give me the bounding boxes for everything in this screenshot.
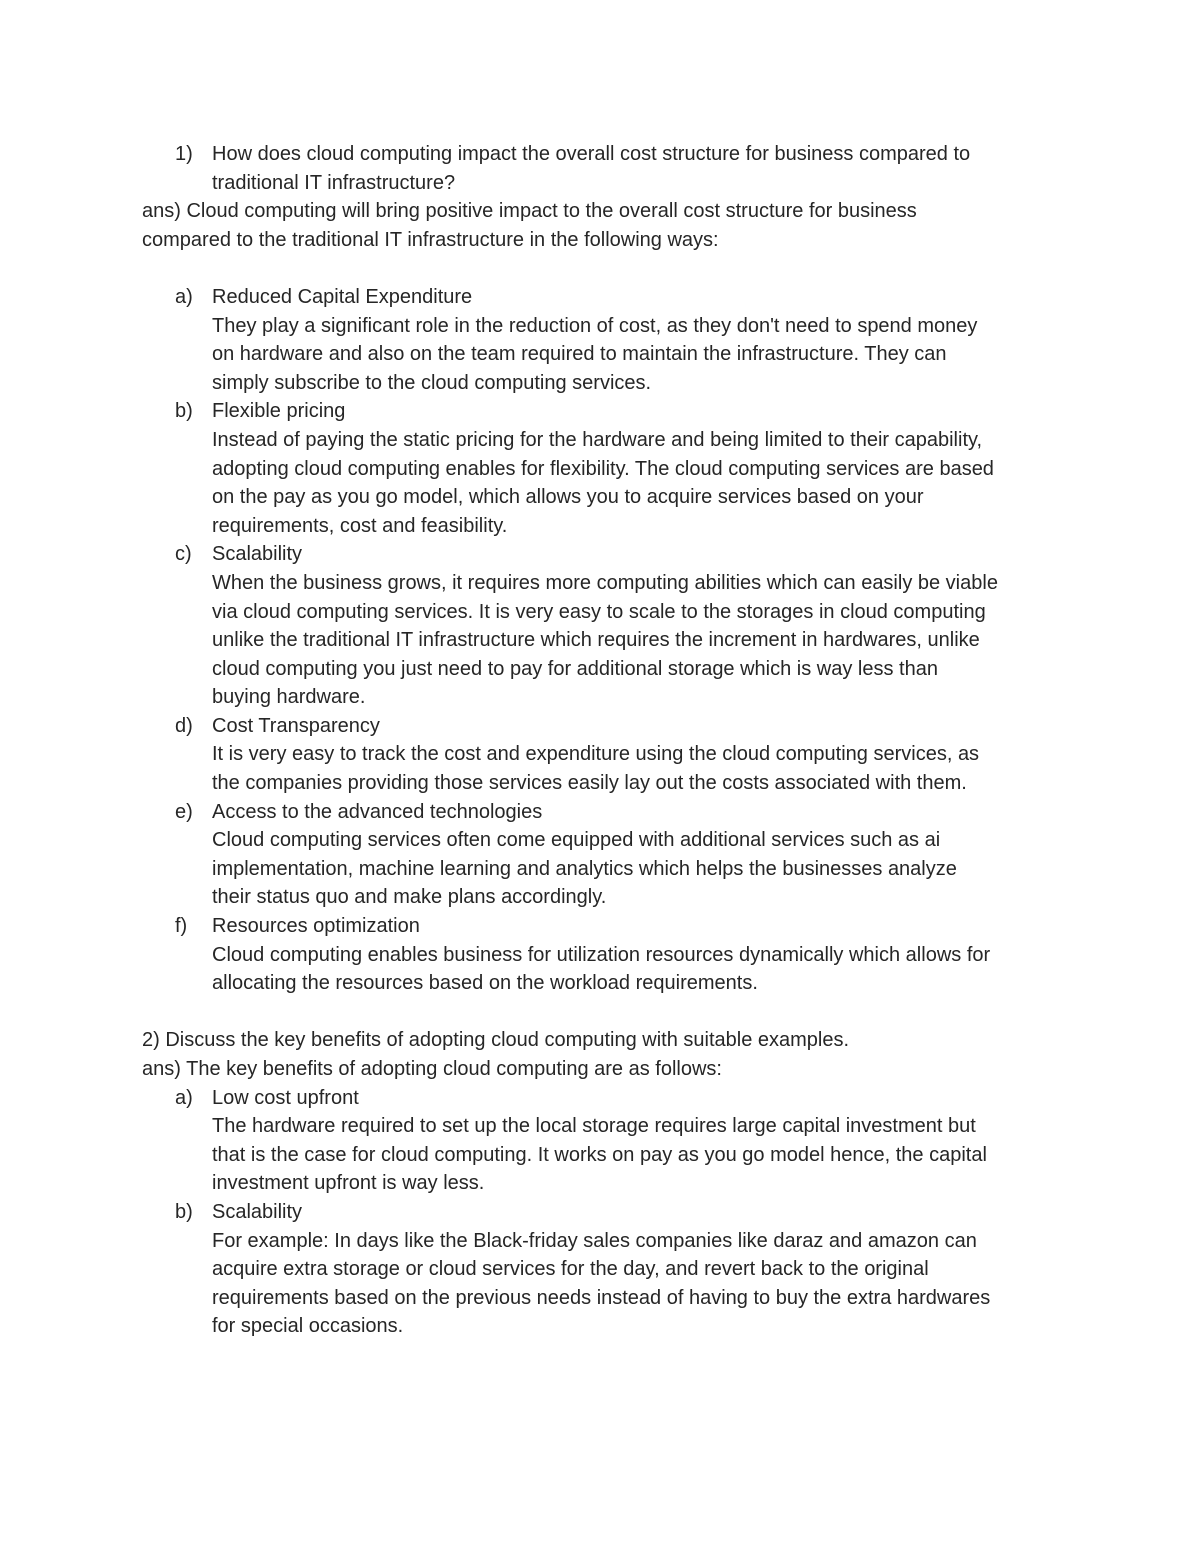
list-item-title: Scalability xyxy=(212,1200,303,1223)
question-1-section xyxy=(142,140,1072,998)
question-2-section xyxy=(142,1026,1072,1341)
list-item-title: Scalability xyxy=(212,543,303,566)
list-item-line: on the pay as you go model, which allows you to acquire services based on your xyxy=(212,486,924,509)
list-item-line: requirements, cost and feasibility. xyxy=(212,514,508,537)
list-item-line: Cloud computing services often come equipped with additional services such as ai xyxy=(212,829,941,852)
list-marker: d) xyxy=(175,714,193,737)
list-item-line: The hardware required to set up the local storage requires large capital investment but xyxy=(212,1115,976,1138)
question-2-text: 2) Discuss the key benefits of adopting cloud computing with suitable examples. xyxy=(142,1029,850,1052)
list-item xyxy=(142,397,1072,540)
list-marker: b) xyxy=(175,1200,193,1223)
question-1 xyxy=(142,140,1072,197)
list-item-line: unlike the traditional IT infrastructure which requires the increment in hardwares, unlike xyxy=(212,629,980,652)
list-item xyxy=(142,540,1072,712)
list-marker: a) xyxy=(175,1086,193,1109)
question-1-text-line: How does cloud computing impact the overall cost structure for business compared to xyxy=(212,143,971,165)
list-item-line: simply subscribe to the cloud computing services. xyxy=(212,371,652,394)
paragraph-gap xyxy=(142,254,1072,283)
list-item-line: for special occasions. xyxy=(212,1315,404,1338)
list-item-line: allocating the resources based on the workload requirements. xyxy=(212,972,758,995)
question-1-number: 1) xyxy=(175,143,193,165)
list-item-line: adopting cloud computing enables for flexibility. The cloud computing services are based xyxy=(212,457,994,480)
list-item-line: buying hardware. xyxy=(212,686,366,709)
list-item xyxy=(142,283,1072,397)
list-item-line: on hardware and also on the team required to maintain the infrastructure. They can xyxy=(212,343,947,366)
list-item-line: via cloud computing services. It is very easy to scale to the storages in cloud computing xyxy=(212,600,986,623)
list-item-line: They play a significant role in the reduction of cost, as they don't need to spend money xyxy=(212,314,978,337)
list-item-line: implementation, machine learning and analytics which helps the businesses analyze xyxy=(212,857,957,880)
list-item-line: the companies providing those services easily lay out the costs associated with them. xyxy=(212,772,967,795)
list-item-title: Low cost upfront xyxy=(212,1086,359,1109)
list-item xyxy=(142,712,1072,798)
list-marker: a) xyxy=(175,285,193,308)
answer-1-intro-line: ans) Cloud computing will bring positive impact to the overall cost structure for business xyxy=(142,200,917,223)
list-item-line: Cloud computing enables business for utilization resources dynamically which allows for xyxy=(212,943,991,966)
list-item-line: acquire extra storage or cloud services for the day, and revert back to the original xyxy=(212,1258,929,1281)
list-item-title: Reduced Capital Expenditure xyxy=(212,285,473,308)
list-item-line: Instead of paying the static pricing for the hardware and being limited to their capability, xyxy=(212,428,983,451)
list-item xyxy=(142,1084,1072,1198)
list-item-line: cloud computing you just need to pay for additional storage which is way less than xyxy=(212,657,938,680)
answer-1-intro-line: compared to the traditional IT infrastructure in the following ways: xyxy=(142,228,719,251)
list-item xyxy=(142,912,1072,998)
list-marker: f) xyxy=(175,915,188,938)
list-item-line: their status quo and make plans accordingly. xyxy=(212,886,607,909)
list-marker: b) xyxy=(175,400,193,423)
list-marker: e) xyxy=(175,800,193,823)
list-item-line: When the business grows, it requires more computing abilities which can easily be viable xyxy=(212,571,998,594)
document-page xyxy=(142,140,1072,1341)
question-1-text-line: traditional IT infrastructure? xyxy=(212,171,456,194)
answer-2-intro: ans) The key benefits of adopting cloud computing are as follows: xyxy=(142,1058,722,1080)
list-item xyxy=(142,1198,1072,1341)
list-item-line: It is very easy to track the cost and expenditure using the cloud computing services, as xyxy=(212,743,980,766)
list-item-title: Flexible pricing xyxy=(212,400,346,423)
list-item-title: Resources optimization xyxy=(212,915,420,938)
list-item-line: investment upfront is way less. xyxy=(212,1172,485,1195)
list-item-line: that is the case for cloud computing. It works on pay as you go model hence, the capital xyxy=(212,1143,987,1166)
list-item-title: Cost Transparency xyxy=(212,714,380,737)
list-item-title: Access to the advanced technologies xyxy=(212,800,543,823)
list-item-line: For example: In days like the Black-friday sales companies like daraz and amazon can xyxy=(212,1229,977,1252)
list-item-line: requirements based on the previous needs instead of having to buy the extra hardwares xyxy=(212,1286,991,1309)
list-item xyxy=(142,798,1072,912)
list-marker: c) xyxy=(175,543,192,566)
